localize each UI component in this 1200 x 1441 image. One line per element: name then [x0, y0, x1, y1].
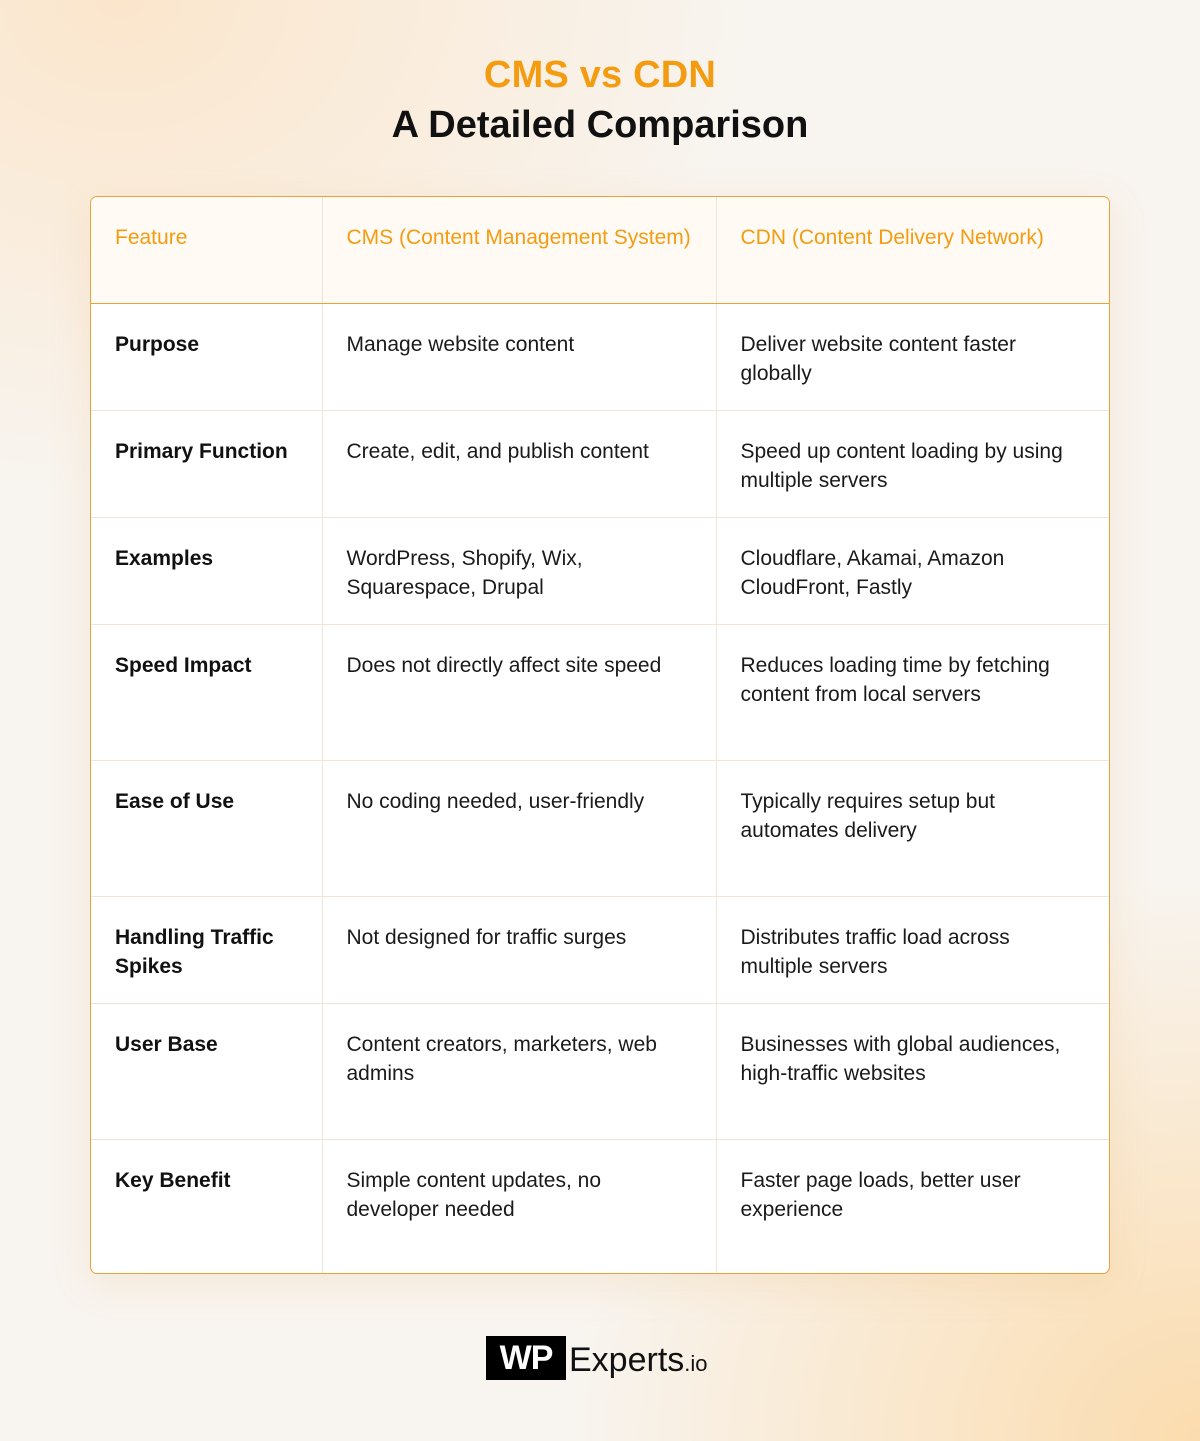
row-cms: Content creators, marketers, web admins	[322, 1003, 716, 1139]
row-cdn: Cloudflare, Akamai, Amazon CloudFront, Fastly	[716, 517, 1109, 624]
row-feature: Primary Function	[91, 410, 322, 517]
table-header-row	[91, 197, 1109, 303]
logo-text: Experts	[569, 1341, 685, 1379]
row-cms: Does not directly affect site speed	[322, 624, 716, 760]
wpexperts-logo[interactable]	[486, 1336, 708, 1380]
table-row	[91, 760, 1109, 896]
row-cms: No coding needed, user-friendly	[322, 760, 716, 896]
row-feature: Speed Impact	[91, 624, 322, 760]
row-cdn: Distributes traffic load across multiple servers	[716, 896, 1109, 1003]
table-row	[91, 1003, 1109, 1139]
row-cdn: Faster page loads, better user experience	[716, 1139, 1109, 1274]
logo-wp-box: WP	[486, 1336, 566, 1380]
row-cms: Manage website content	[322, 303, 716, 410]
table-row	[91, 896, 1109, 1003]
row-cms: WordPress, Shopify, Wix, Squarespace, Drupal	[322, 517, 716, 624]
row-feature: Examples	[91, 517, 322, 624]
title-main: CMS vs CDN	[483, 54, 717, 96]
page-title	[0, 52, 1200, 148]
header-cdn: CDN (Content Delivery Network)	[716, 197, 1109, 303]
header-cms: CMS (Content Management System)	[322, 197, 716, 303]
row-cdn: Businesses with global audiences, high-traffic websites	[716, 1003, 1109, 1139]
table-row	[91, 624, 1109, 760]
comparison-table	[91, 197, 1109, 1274]
row-cms: Simple content updates, no developer needed	[322, 1139, 716, 1274]
comparison-table-card	[90, 196, 1110, 1274]
row-feature: Handling Traffic Spikes	[91, 896, 322, 1003]
row-cdn: Deliver website content faster globally	[716, 303, 1109, 410]
row-cms: Not designed for traffic surges	[322, 896, 716, 1003]
table-row	[91, 517, 1109, 624]
row-cdn: Speed up content loading by using multiple servers	[716, 410, 1109, 517]
table-row	[91, 1139, 1109, 1274]
logo-suffix: .io	[684, 1351, 708, 1376]
row-cms: Create, edit, and publish content	[322, 410, 716, 517]
row-feature: Purpose	[115, 332, 200, 356]
row-feature: Ease of Use	[91, 760, 322, 896]
row-cdn: Reduces loading time by fetching content from local servers	[716, 624, 1109, 760]
row-cdn: Typically requires setup but automates delivery	[716, 760, 1109, 896]
row-feature: Key Benefit	[91, 1139, 322, 1274]
row-feature: User Base	[91, 1003, 322, 1139]
header-feature: Feature	[91, 197, 322, 303]
table-row	[91, 303, 1109, 410]
table-row	[91, 410, 1109, 517]
title-subtitle: A Detailed Comparison	[391, 104, 809, 146]
